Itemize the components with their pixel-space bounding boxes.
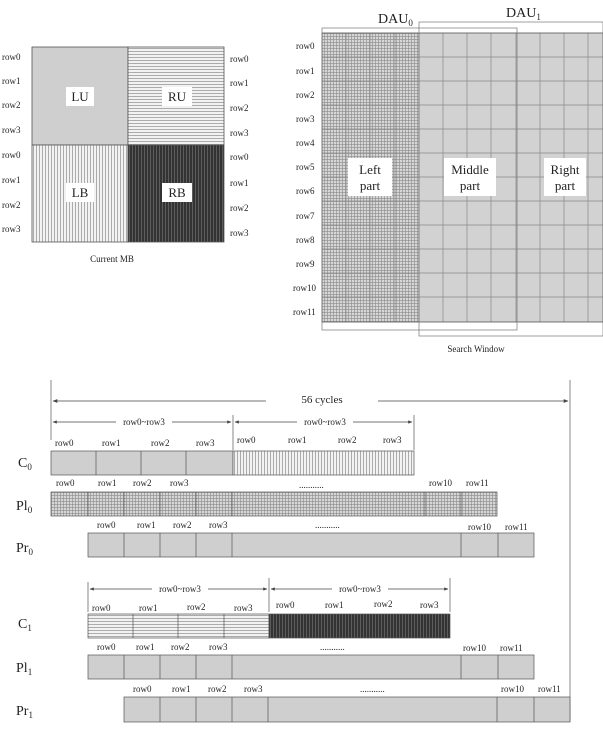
sw-row-label: row0	[296, 41, 315, 51]
dau0-label: $DAU_0$	[378, 12, 413, 28]
lane-label: $Pr_1$	[16, 704, 33, 720]
seg-label: row2	[151, 438, 170, 448]
ellipsis: ...........	[360, 684, 385, 694]
lane-label: $C_1$	[18, 617, 32, 633]
current-mb-caption: Current MB	[90, 254, 134, 264]
mb-left-row: row1	[2, 76, 21, 86]
sw-row-label: row2	[296, 90, 315, 100]
seg-label: row3	[420, 600, 439, 610]
seg-label: row0	[237, 435, 256, 445]
seg-label: row10	[501, 684, 524, 694]
seg-label: row10	[463, 643, 486, 653]
sw-row-label: row11	[293, 307, 316, 317]
seg-label: row1	[172, 684, 191, 694]
seg-label: row11	[505, 522, 528, 532]
mb-right-row: row1	[230, 78, 249, 88]
seg-label: row10	[429, 478, 452, 488]
lane-label: $Pr_0$	[16, 541, 33, 557]
label-ru: RU	[167, 89, 187, 104]
seg-label: row0	[97, 642, 116, 652]
sw-row-label: row1	[296, 66, 315, 76]
seg-label: row2	[374, 599, 393, 609]
mb-left-row: row0	[2, 52, 21, 62]
mb-right-row: row2	[230, 203, 249, 213]
sw-row-label: row4	[296, 138, 315, 148]
seg-label: row1	[137, 520, 156, 530]
seg-label: row1	[98, 478, 117, 488]
seg-label: row3	[170, 478, 189, 488]
seg-label: row2	[171, 642, 190, 652]
seg-label: row3	[209, 642, 228, 652]
lane-pl0	[16, 478, 497, 516]
mb-right-row: row2	[230, 103, 249, 113]
lane-label: $Pl_1$	[16, 661, 33, 677]
mb-right-row: row1	[230, 178, 249, 188]
label-lb: LB	[71, 185, 89, 200]
seg-label: row1	[102, 438, 121, 448]
lane-pr1	[16, 684, 570, 722]
mb-right-row: row3	[230, 228, 249, 238]
mb-right-row: row0	[230, 54, 249, 64]
cycles-label: 56 cycles	[301, 394, 343, 406]
sw-row-label: row10	[293, 283, 316, 293]
seg-label: row1	[136, 642, 155, 652]
seg-label: row10	[468, 522, 491, 532]
seg-label: row3	[383, 435, 402, 445]
mb-left-row: row2	[2, 200, 21, 210]
seg-label: row0	[97, 520, 116, 530]
mb-left-row: row1	[2, 175, 21, 185]
seg-label: row0	[92, 603, 111, 613]
label-rb: RB	[168, 185, 186, 200]
lane-pr0	[16, 520, 534, 557]
sw-row-label: row6	[296, 186, 315, 196]
lane-c0	[18, 435, 414, 475]
c0-range-label-a: row0~row3	[123, 417, 165, 427]
c1-range-label-b: row0~row3	[339, 584, 381, 594]
seg-label: row1	[139, 603, 158, 613]
sw-row-label: row5	[296, 162, 315, 172]
search-window	[293, 6, 603, 354]
sw-row-label: row8	[296, 235, 315, 245]
seg-label: row2	[338, 435, 357, 445]
mb-right-row: row0	[230, 152, 249, 162]
seg-label: row3	[244, 684, 263, 694]
lane-pl1	[16, 642, 534, 679]
sw-row-label: row3	[296, 114, 315, 124]
seg-label: row11	[500, 643, 523, 653]
seg-label: row0	[133, 684, 152, 694]
seg-label: row1	[325, 600, 344, 610]
seg-label: row3	[196, 438, 215, 448]
seg-label: row11	[466, 478, 489, 488]
ellipsis: ...........	[299, 480, 324, 490]
lane-label: $C_0$	[18, 456, 32, 472]
seg-label: row0	[55, 438, 74, 448]
seg-label: row11	[538, 684, 561, 694]
dau1-label: $DAU_1$	[506, 6, 541, 22]
seg-label: row2	[208, 684, 227, 694]
mb-left-row: row3	[2, 224, 21, 234]
label-lu: LU	[71, 89, 89, 104]
middle-part-label: Middle part	[451, 162, 489, 193]
seg-label: row2	[187, 602, 206, 612]
timeline	[16, 380, 570, 722]
lane-label: $Pl_0$	[16, 499, 33, 515]
search-window-caption: Search Window	[447, 344, 505, 354]
seg-label: row3	[234, 603, 253, 613]
c1-range-label-a: row0~row3	[159, 584, 201, 594]
current-mb	[2, 47, 249, 264]
seg-label: row2	[133, 478, 152, 488]
mb-right-row: row3	[230, 128, 249, 138]
seg-label: row0	[276, 600, 295, 610]
seg-label: row0	[56, 478, 75, 488]
seg-label: row2	[173, 520, 192, 530]
left-part-label: Left part	[359, 162, 381, 193]
sw-row-label: row7	[296, 211, 315, 221]
c0-range-label-b: row0~row3	[304, 417, 346, 427]
seg-label: row3	[209, 520, 228, 530]
sw-row-label: row9	[296, 259, 315, 269]
ellipsis: ...........	[315, 520, 340, 530]
lane-c1	[18, 599, 450, 638]
mb-left-row: row2	[2, 100, 21, 110]
mb-left-row: row0	[2, 150, 21, 160]
seg-label: row1	[288, 435, 307, 445]
right-part-label: Right part	[550, 162, 580, 193]
ellipsis: ...........	[320, 642, 345, 652]
mb-left-row: row3	[2, 125, 21, 135]
